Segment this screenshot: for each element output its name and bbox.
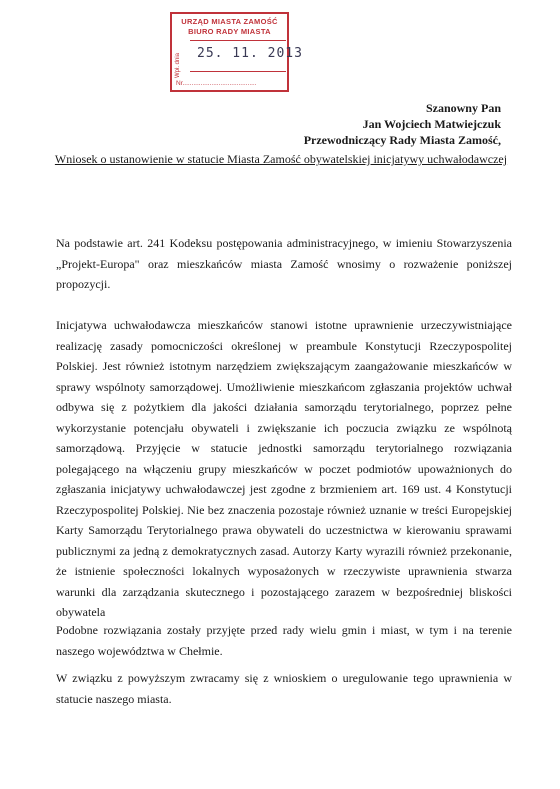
addressee-salutation: Szanowny Pan [425, 101, 501, 115]
addressee-title: Przewodniczący Rady Miasta Zamość, [303, 133, 501, 147]
stamp-received-label: Wpł. dnia [175, 52, 181, 78]
stamp-date: 25. 11. 2013 [197, 46, 303, 61]
paragraph-request: W związku z powyższym zwracamy się z wnioskiem o uregulowanie tego uprawnienia w statucie naszego miasta. [56, 671, 512, 706]
registry-stamp [170, 12, 303, 92]
addressee-name: Jan Wojciech Matwiejczuk [362, 117, 501, 131]
stamp-office-name: URZĄD MIASTA ZAMOŚĆ [181, 17, 278, 26]
stamp-department-name: BIURO RADY MIASTA [188, 27, 271, 36]
letter-subject: Wniosek o ustanowienie w statucie Miasta Zamość obywatelskiej inicjatywy uchwałodawczej [54, 152, 508, 166]
paragraph-intro: Na podstawie art. 241 Kodeksu postępowania administracyjnego, w imieniu Stowarzyszenia „Projekt-Europa" oraz mieszkańców miasta Zamość wnosimy o rozważenie poniższej propozycji. [56, 236, 512, 291]
paragraph-justification: Inicjatywa uchwałodawcza mieszkańców stanowi istotne uprawnienie urzeczywistniające realizację zasady pomocniczości określonej w preambule Konstytucji Rzeczypospolitej Polskiej. Jest również istotnym narzędziem zwiększającym zaangażowanie mieszkańców w sprawy wspólnoty samorządowej. Umożliwienie mieszkańcom zgłaszania projektów uchwał odbywa się z pożytkiem dla jakości działania samorządu terytorialnego, poprzez pełne wykorzystanie potencjału obywateli i zwiększanie ich poczucia związku ze wspólnotą samorządową. Przyjęcie w statucie jednostki samorządu terytorialnego rozwiązania polegającego na włączeniu grupy mieszkańców w poczet podmiotów upoważnionych do zgłaszania inicjatywy uchwałodawczej jest zgodne z brzmieniem art. 169 ust. 4 Konstytucji Rzeczypospolitej Polskiej. Nie bez znaczenia pozostaje również uznanie w treści Europejskiej Karty Samorządu Terytorialnego prawa obywateli do uczestnictwa w kierowaniu sprawami publicznymi za jedną z demokratycznych zasad. Autorzy Karty wyrazili również przekonanie, że istnienie społeczności lokalnych wyposażonych w rzeczywiste uprawnienia stwarza warunki dla zarządzania skutecznego i pozostającego zarazem w bezpośredniej bliskości obywatela [56, 318, 512, 619]
paragraph-precedent: Podobne rozwiązania zostały przyjęte przed rady wielu gmin i miast, w tym i na terenie naszego województwa w Chełmie. [56, 623, 512, 658]
addressee-block [304, 100, 501, 148]
stamp-number-field: Nr......................................... [176, 80, 257, 87]
